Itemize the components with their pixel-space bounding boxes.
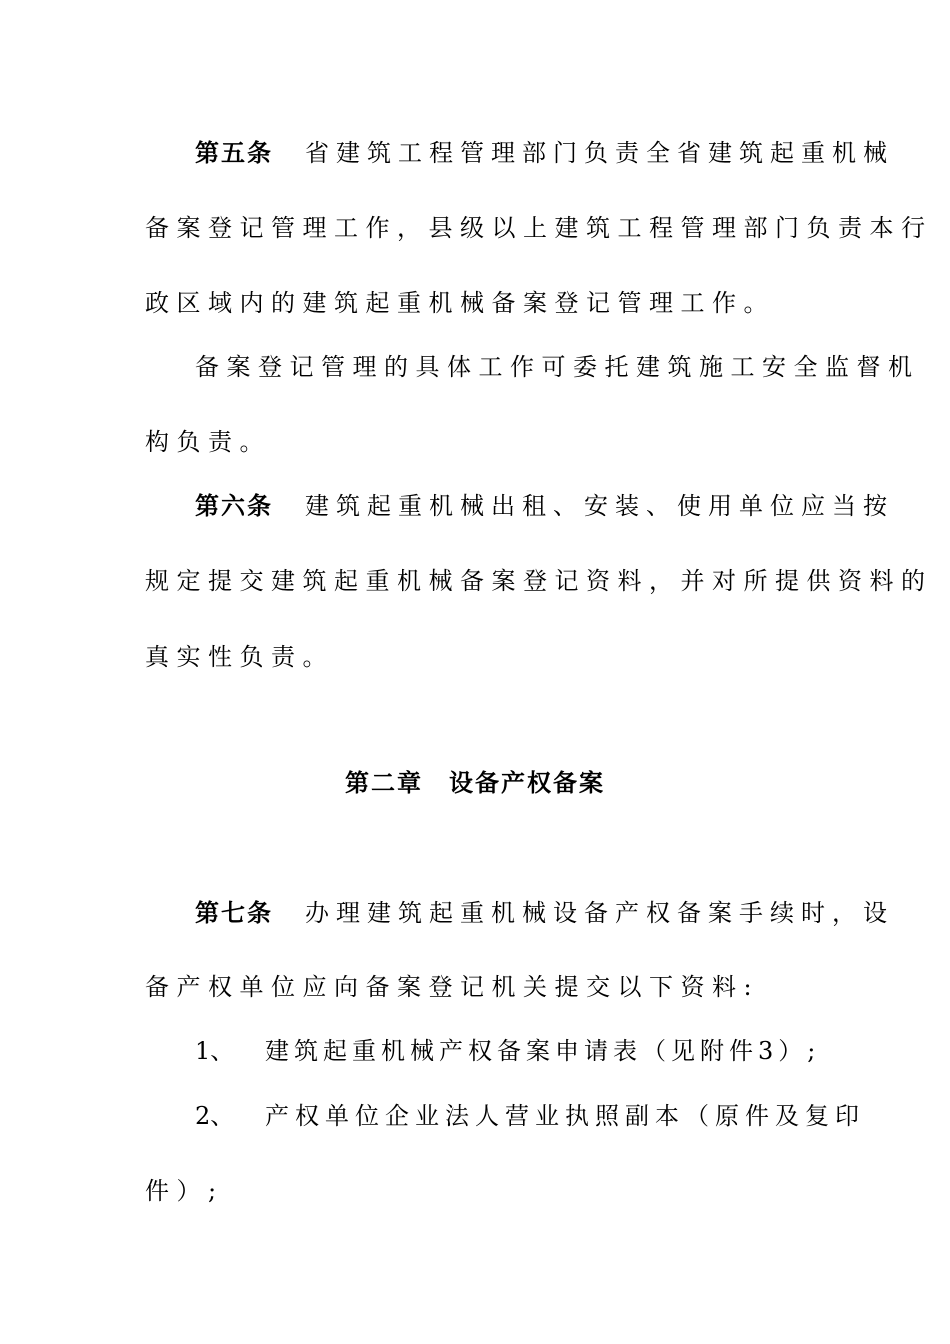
article7-text1: 办理建筑起重机械设备产权备案手续时，设 [305,899,894,927]
list-item [195,1034,821,1068]
list-item-text: 建筑起重机械产权备案申请表（见附件3）; [265,1037,821,1065]
list-item-number: 2、 [195,1102,235,1130]
article6-text1: 建筑起重机械出租、安装、使用单位应当按 [305,492,894,520]
list-item-number: 1、 [195,1037,235,1065]
chapter-heading: 第二章 设备产权备案 [345,769,605,797]
article5-text1: 省建筑工程管理部门负责全省建筑起重机械 [305,139,894,167]
article5-line2: 备案登记管理工作，县级以上建筑工程管理部门负责本行 [145,214,933,242]
article5-label: 第五条 [195,139,273,167]
article6-line1 [195,489,894,523]
article6-label: 第六条 [195,492,273,520]
article6-line2: 规定提交建筑起重机械备案登记资料，并对所提供资料的 [145,567,933,595]
article7-label: 第七条 [195,899,273,927]
article5-line3: 政区域内的建筑起重机械备案登记管理工作。 [145,289,775,317]
list-item-text: 产权单位企业法人营业执照副本（原件及复印 [265,1102,865,1130]
article6-line3: 真实性负责。 [145,643,334,671]
article7-line2: 备产权单位应向备案登记机关提交以下资料: [145,973,760,1001]
article5-para2-line1: 备案登记管理的具体工作可委托建筑施工安全监督机 [195,353,920,381]
list-item [195,1099,865,1133]
article7-line1 [195,896,894,930]
article5-line1 [195,136,894,170]
article5-para2-line2: 构负责。 [145,428,271,456]
list-item-continuation: 件）; [145,1177,224,1205]
